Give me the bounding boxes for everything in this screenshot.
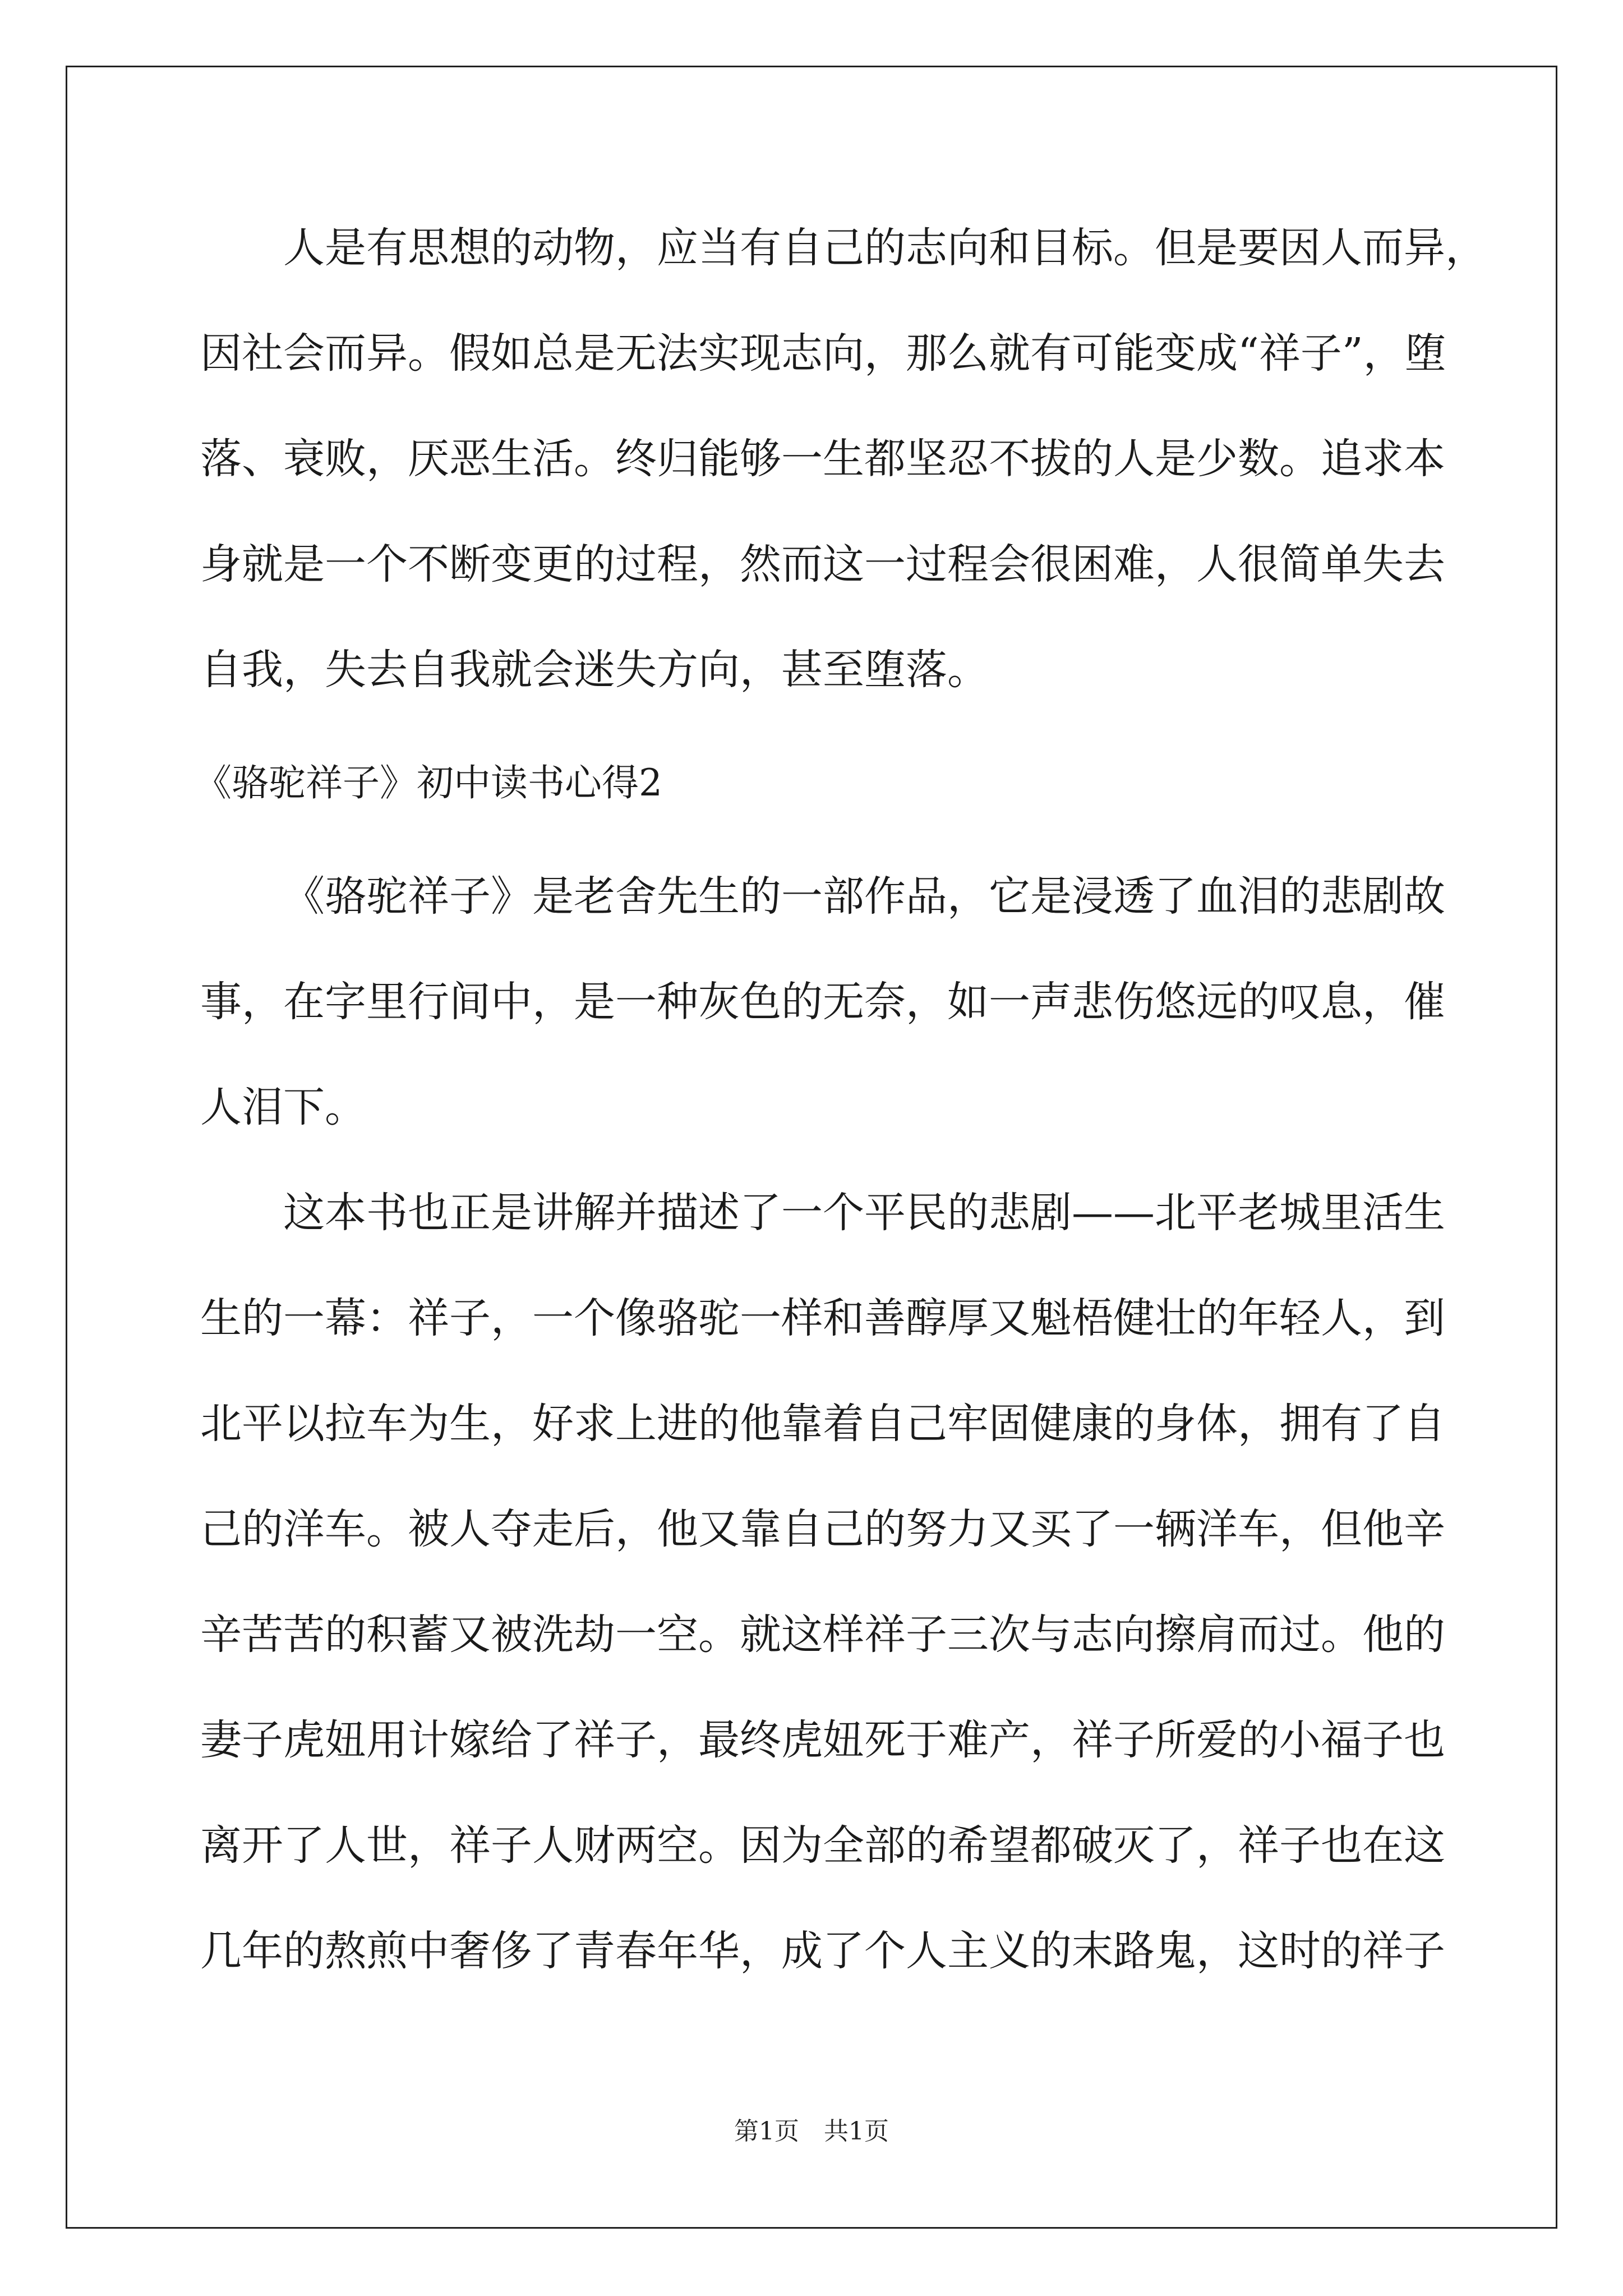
paragraph-3-line-1: 这本书也正是讲解并描述了一个平民的悲剧——北平老城里活生 — [283, 1189, 1445, 1237]
paragraph-1-line-2: 因社会而异。假如总是无法实现志向，那么就有可能变成“祥子”，堕 — [200, 329, 1446, 378]
paragraph-2-line-3: 人泪下。 — [200, 1083, 366, 1131]
page-number-footer: 第1页 共1页 — [734, 2117, 889, 2146]
paragraph-3-line-7: 离开了人世，祥子人财两空。因为全部的希望都破灭了，祥子也在这 — [200, 1821, 1445, 1870]
page-border — [66, 66, 1557, 2229]
paragraph-3-line-3: 北平以拉车为生，好求上进的他靠着自己牢固健康的身体，拥有了自 — [200, 1400, 1445, 1448]
paragraph-1-line-3: 落、衰败，厌恶生活。终归能够一生都坚忍不拔的人是少数。追求本 — [200, 435, 1445, 483]
section-heading: 《骆驼祥子》初中读书心得2 — [195, 761, 662, 804]
paragraph-3-line-5: 辛苦苦的积蓄又被洗劫一空。就这样祥子三次与志向擦肩而过。他的 — [200, 1611, 1445, 1659]
paragraph-3-line-2: 生的一幕：祥子，一个像骆驼一样和善醇厚又魁梧健壮的年轻人，到 — [200, 1294, 1445, 1342]
paragraph-2-line-2: 事，在字里行间中，是一种灰色的无奈，如一声悲伤悠远的叹息，催 — [200, 978, 1445, 1026]
paragraph-1-line-5: 自我，失去自我就会迷失方向，甚至堕落。 — [200, 646, 989, 694]
paragraph-3-line-6: 妻子虎妞用计嫁给了祥子，最终虎妞死于难产，祥子所爱的小福子也 — [200, 1716, 1445, 1764]
paragraph-1-line-1: 人是有思想的动物，应当有自己的志向和目标。但是要因人而异， — [283, 224, 1487, 272]
paragraph-3-line-4: 己的洋车。被人夺走后，他又靠自己的努力又买了一辆洋车，但他辛 — [200, 1505, 1445, 1553]
paragraph-2-line-1: 《骆驼祥子》是老舍先生的一部作品，它是浸透了血泪的悲剧故 — [283, 872, 1445, 921]
paragraph-1-line-4: 身就是一个不断变更的过程，然而这一过程会很困难，人很简单失去 — [200, 540, 1445, 588]
paragraph-3-line-8: 几年的熬煎中奢侈了青春年华，成了个人主义的末路鬼，这时的祥子 — [200, 1927, 1445, 1975]
